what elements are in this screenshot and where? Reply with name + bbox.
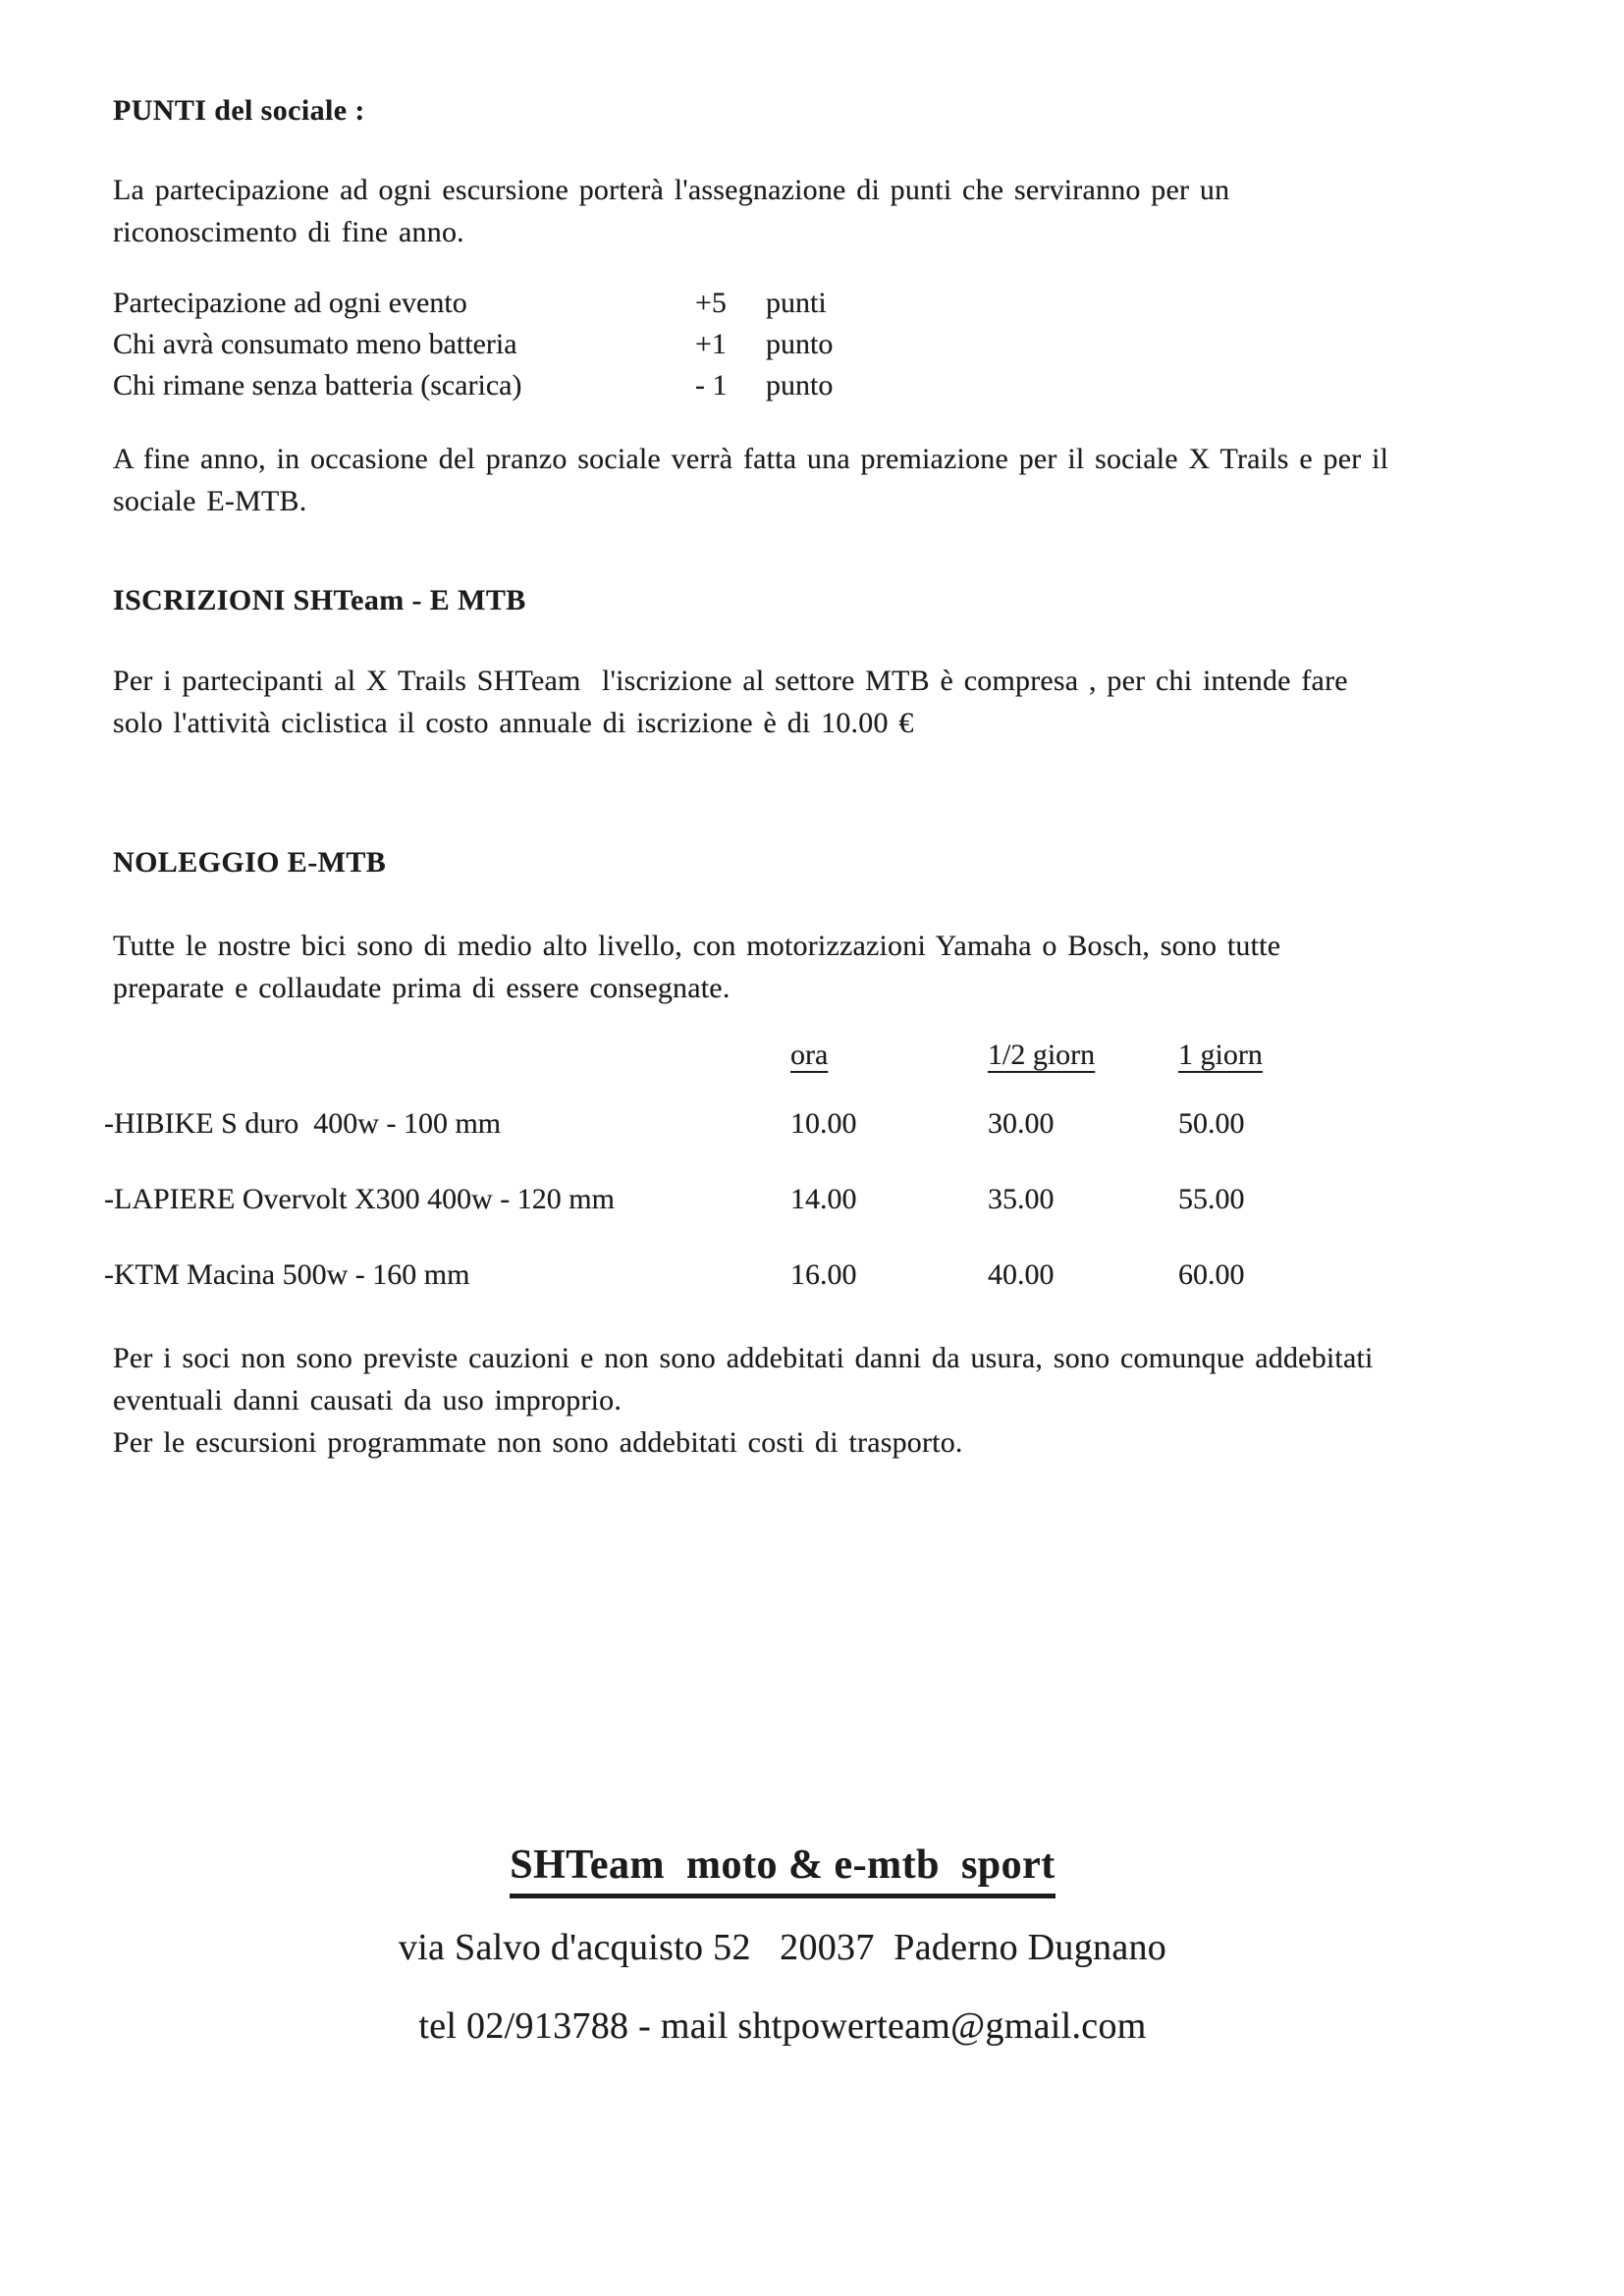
price-full-day: 60.00: [1178, 1258, 1245, 1291]
rule-row-evento: [0, 287, 1624, 328]
price-full-day: 50.00: [1178, 1107, 1245, 1140]
iscrizioni-paragraph: [113, 660, 1517, 744]
rule-points-unit: punto: [766, 328, 834, 360]
punti-intro-line-1: La partecipazione ad ogni escursione porterà l'assegnazione di punti che serviranno per un: [113, 174, 1230, 206]
price-column-header-ora: ora: [790, 1039, 829, 1071]
noleggio-paragraph: [113, 925, 1517, 1009]
noleggio-section-heading: NOLEGGIO E-MTB: [113, 846, 387, 879]
price-column-header-day: 1 giorn: [1178, 1039, 1263, 1071]
punti-note-line-2: sociale E-MTB.: [113, 485, 307, 517]
punti-section-heading: PUNTI del sociale :: [113, 94, 365, 127]
rule-points-value: +5: [695, 287, 727, 319]
rule-label: Chi avrà consumato meno batteria: [113, 328, 517, 360]
noleggio-line-2: preparate e collaudate prima di essere consegnate.: [113, 972, 731, 1004]
iscrizioni-line-2: solo l'attività ciclistica il costo annuale di iscrizione è di 10.00 €: [113, 707, 914, 739]
conditions-line-2: eventuali danni causati da uso improprio.: [113, 1384, 623, 1416]
price-row-lapiere: [0, 1183, 1624, 1258]
rental-price-table: [0, 1039, 1624, 1334]
bike-model: -LAPIERE Overvolt X300 400w - 120 mm: [104, 1183, 615, 1215]
punti-note-paragraph: [113, 438, 1517, 522]
punti-intro-line-2: riconoscimento di fine anno.: [113, 216, 464, 248]
footer-contact: tel 02/913788 - mail shtpowerteam@gmail.com: [418, 2005, 1147, 2047]
price-full-day: 55.00: [1178, 1183, 1245, 1215]
punti-rules-table: [0, 287, 1624, 410]
price-table-header-row: [0, 1039, 1624, 1107]
iscrizioni-section-heading: ISCRIZIONI SHTeam - E MTB: [113, 584, 526, 616]
price-row-ktm: [0, 1258, 1624, 1334]
rule-points-value: - 1: [695, 369, 728, 401]
price-half-day: 30.00: [988, 1107, 1055, 1140]
punti-note-line-1: A fine anno, in occasione del pranzo sociale verrà fatta una premiazione per il sociale X Trails e per il: [113, 443, 1389, 475]
footer-address: via Salvo d'acquisto 52 20037 Paderno Dugnano: [398, 1927, 1167, 1968]
bike-model: -HIBIKE S duro 400w - 100 mm: [104, 1107, 502, 1140]
price-row-hibike: [0, 1107, 1624, 1183]
noleggio-line-1: Tutte le nostre bici sono di medio alto livello, con motorizzazioni Yamaha o Bosch, sono tutte: [113, 930, 1281, 962]
price-hour: 10.00: [790, 1107, 857, 1140]
noleggio-conditions-paragraph: [113, 1337, 1517, 1464]
rule-row-senza-batteria: [0, 369, 1624, 410]
club-name: SHTeam moto & e-mtb sport: [510, 1842, 1056, 1898]
conditions-line-1: Per i soci non sono previste cauzioni e non sono addebitati danni da usura, sono comunque addebitati: [113, 1342, 1374, 1374]
punti-intro-paragraph: [113, 169, 1517, 253]
price-half-day: 40.00: [988, 1258, 1055, 1291]
rule-points-value: +1: [695, 328, 727, 360]
footer-title-row: [0, 1842, 1565, 1898]
rule-row-meno-batteria: [0, 328, 1624, 369]
bike-model: -KTM Macina 500w - 160 mm: [104, 1258, 470, 1291]
price-hour: 14.00: [790, 1183, 857, 1215]
rule-points-unit: punti: [766, 287, 827, 319]
price-column-header-half-day: 1/2 giorn: [988, 1039, 1096, 1071]
price-half-day: 35.00: [988, 1183, 1055, 1215]
rule-points-unit: punto: [766, 369, 834, 401]
price-hour: 16.00: [790, 1258, 857, 1291]
rule-label: Partecipazione ad ogni evento: [113, 287, 467, 319]
rule-label: Chi rimane senza batteria (scarica): [113, 369, 522, 401]
iscrizioni-line-1: Per i partecipanti al X Trails SHTeam l'iscrizione al settore MTB è compresa , per chi intende fare: [113, 665, 1348, 697]
conditions-line-3: Per le escursioni programmate non sono addebitati costi di trasporto.: [113, 1426, 963, 1459]
